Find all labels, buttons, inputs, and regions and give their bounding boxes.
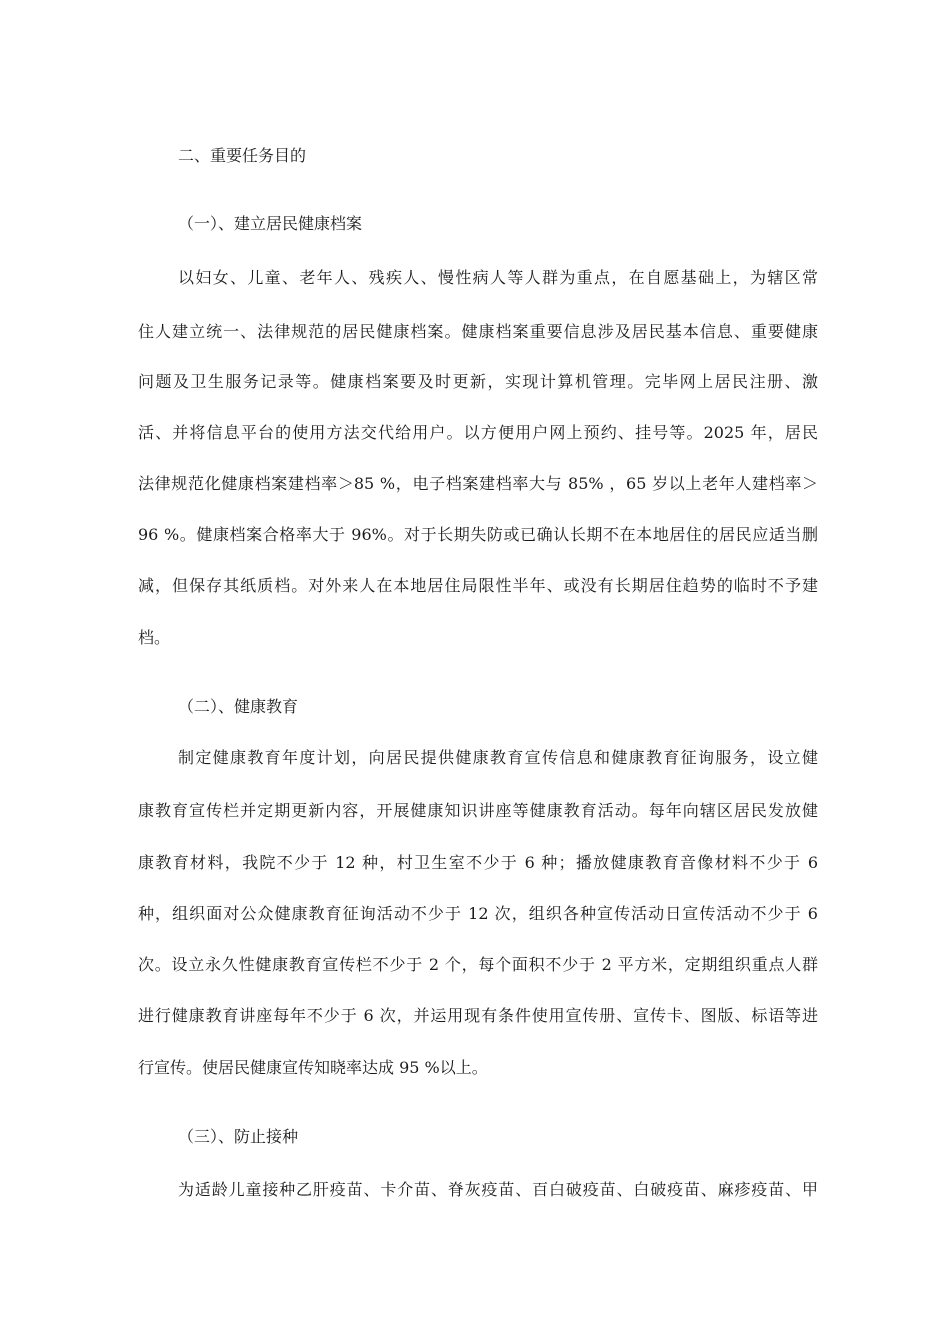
subsection-1-heading: （一）、建立居民健康档案 — [178, 214, 363, 233]
subsection-1-line: 以妇女、儿童、老年人、残疾人、慢性病人等人群为重点，在自愿基础上，为辖区常 — [178, 268, 818, 287]
subsection-1-line: 减，但保存其纸质档。对外来人在本地居住局限性半年、或没有长期居住趋势的临时不予建 — [138, 576, 818, 595]
subsection-1-line: 法律规范化健康档案建档率＞85 %，电子档案建档率大与 85% ，65 岁以上老年人建档率＞ — [138, 474, 818, 493]
subsection-2-line: 康教育材料，我院不少于 12 种，村卫生室不少于 6 种；播放健康教育音像材料不少于 6 — [138, 853, 818, 872]
subsection-1-line: 96 %。健康档案合格率大于 96%。对于长期失防或已确认长期不在本地居住的居民应适当删 — [138, 525, 818, 544]
subsection-1-line: 住人建立统一、法律规范的居民健康档案。健康档案重要信息涉及居民基本信息、重要健康 — [138, 322, 818, 341]
subsection-1-line: 问题及卫生服务记录等。健康档案要及时更新，实现计算机管理。完毕网上居民注册、激 — [138, 372, 818, 391]
subsection-2-line: 康教育宣传栏并定期更新内容，开展健康知识讲座等健康教育活动。每年向辖区居民发放健 — [138, 801, 818, 820]
subsection-1-line: 活、并将信息平台的使用方法交代给用户。以方便用户网上预约、挂号等。2025 年，居民 — [138, 423, 818, 442]
subsection-2-heading: （二）、健康教育 — [178, 697, 299, 716]
subsection-2-line: 种，组织面对公众健康教育征询活动不少于 12 次，组织各种宣传活动日宣传活动不少于 6 — [138, 904, 818, 923]
subsection-2-line: 进行健康教育讲座每年不少于 6 次，并运用现有条件使用宣传册、宣传卡、图版、标语等进 — [138, 1006, 818, 1025]
subsection-3-line: 为适龄儿童接种乙肝疫苗、卡介苗、脊灰疫苗、百白破疫苗、白破疫苗、麻疹疫苗、甲 — [178, 1180, 818, 1199]
subsection-3-heading: （三）、防止接种 — [178, 1127, 299, 1146]
section-heading: 二、重要任务目的 — [178, 146, 307, 165]
subsection-1-line: 档。 — [138, 628, 171, 647]
subsection-2-line: 行宣传。使居民健康宣传知晓率达成 95 %以上。 — [138, 1058, 488, 1077]
subsection-2-line: 制定健康教育年度计划，向居民提供健康教育宣传信息和健康教育征询服务，设立健 — [178, 748, 818, 767]
subsection-2-line: 次。设立永久性健康教育宣传栏不少于 2 个，每个面积不少于 2 平方米，定期组织重点人群 — [138, 955, 818, 974]
